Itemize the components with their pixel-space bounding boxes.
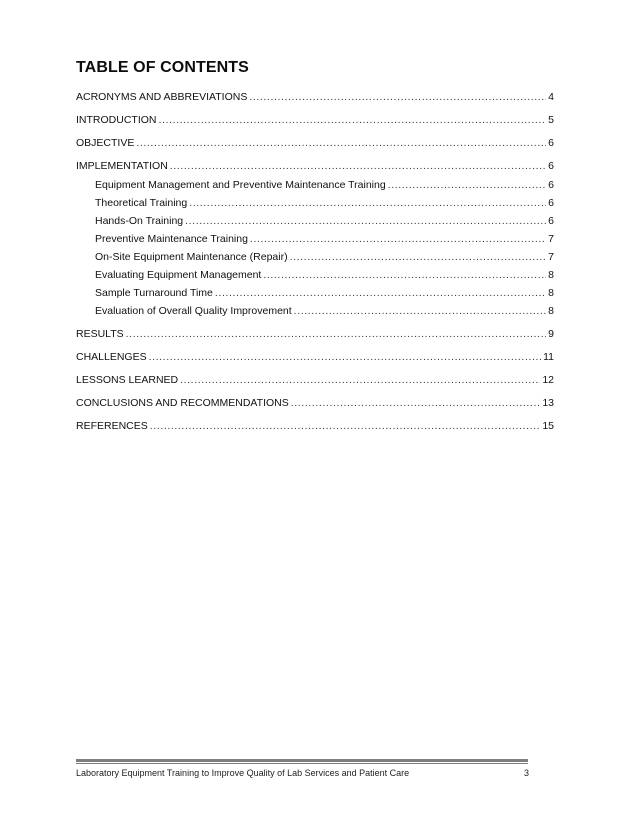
toc-entry-title: Evaluation of Overall Quality Improvement [95,305,292,317]
toc-entry-introduction[interactable] [76,113,554,127]
dot-leader [149,350,541,364]
toc-entry-page: 8 [548,305,554,317]
toc-entry-hands-on-training[interactable] [95,214,554,228]
toc-entry-page: 7 [548,233,554,245]
toc-entry-title: RESULTS [76,328,124,340]
toc-entry-title: IMPLEMENTATION [76,160,168,172]
dot-leader [185,214,546,228]
toc-entry-challenges[interactable] [76,350,554,364]
toc-entry-objective[interactable] [76,136,554,150]
toc-entry-page: 13 [542,397,554,409]
dot-leader [159,113,547,127]
dot-leader [250,232,546,246]
footer-rule-thin [76,763,528,764]
toc-entry-results[interactable] [76,327,554,341]
toc-entry-page: 8 [548,287,554,299]
toc-entry-page: 15 [542,420,554,432]
toc-entry-title: CHALLENGES [76,351,147,363]
toc-entry-page: 11 [543,351,554,363]
toc-entry-page: 6 [548,137,554,149]
toc-entry-title: INTRODUCTION [76,114,157,126]
dot-leader [249,90,546,104]
dot-leader [170,159,546,173]
toc-heading: TABLE OF CONTENTS [76,59,249,76]
toc-entry-title: Hands-On Training [95,215,184,227]
toc-entry-sample-turnaround-time[interactable] [95,286,554,300]
dot-leader [215,286,546,300]
toc-entry-page: 6 [548,197,554,209]
dot-leader [150,419,541,433]
toc-entry-acronyms[interactable] [76,90,554,104]
toc-entry-references[interactable] [76,419,554,433]
toc-entry-title: Sample Turnaround Time [95,287,213,299]
toc-entry-page: 7 [548,251,554,263]
toc-entry-title: OBJECTIVE [76,137,135,149]
toc-entry-page: 6 [548,179,554,191]
dot-leader [291,396,541,410]
toc-entry-title: On-Site Equipment Maintenance (Repair) [95,251,288,263]
dot-leader [126,327,547,341]
footer-page-number: 3 [523,768,529,778]
toc-entry-page: 9 [548,328,554,340]
toc-entry-conclusions[interactable] [76,396,554,410]
toc-entry-page: 6 [548,215,554,227]
toc-entry-page: 12 [542,374,554,386]
toc-entry-page: 6 [548,160,554,172]
toc-entry-page: 4 [548,91,554,103]
toc-entry-title: Preventive Maintenance Training [95,233,248,245]
footer-rule [76,759,528,762]
toc-entry-theoretical-training[interactable] [95,196,554,210]
toc-entry-evaluation-quality-improvement[interactable] [95,304,554,318]
dot-leader [294,304,546,318]
toc-entry-preventive-maintenance-training[interactable] [95,232,554,246]
toc-entry-title: Equipment Management and Preventive Maintenance Training [95,179,386,191]
footer-running-title: Laboratory Equipment Training to Improve Quality of Lab Services and Patient Care [76,768,410,778]
dot-leader [180,373,540,387]
dot-leader [189,196,546,210]
toc-entry-page: 5 [548,114,554,126]
toc-entry-page: 8 [548,269,554,281]
toc-entry-title: ACRONYMS AND ABBREVIATIONS [76,91,248,103]
dot-leader [388,178,546,192]
dot-leader [136,136,546,150]
dot-leader [263,268,546,282]
dot-leader [290,250,547,264]
toc-entry-on-site-maintenance[interactable] [95,250,554,264]
toc-entry-title: Theoretical Training [95,197,188,209]
toc-entry-title: LESSONS LEARNED [76,374,179,386]
toc-entry-title: Evaluating Equipment Management [95,269,262,281]
toc-entry-evaluating-equipment-management[interactable] [95,268,554,282]
toc-entry-title: CONCLUSIONS AND RECOMMENDATIONS [76,397,289,409]
toc-entry-implementation[interactable] [76,159,554,173]
toc-entry-lessons-learned[interactable] [76,373,554,387]
toc-entry-title: REFERENCES [76,420,148,432]
toc-entry-equipment-management-training[interactable] [95,178,554,192]
